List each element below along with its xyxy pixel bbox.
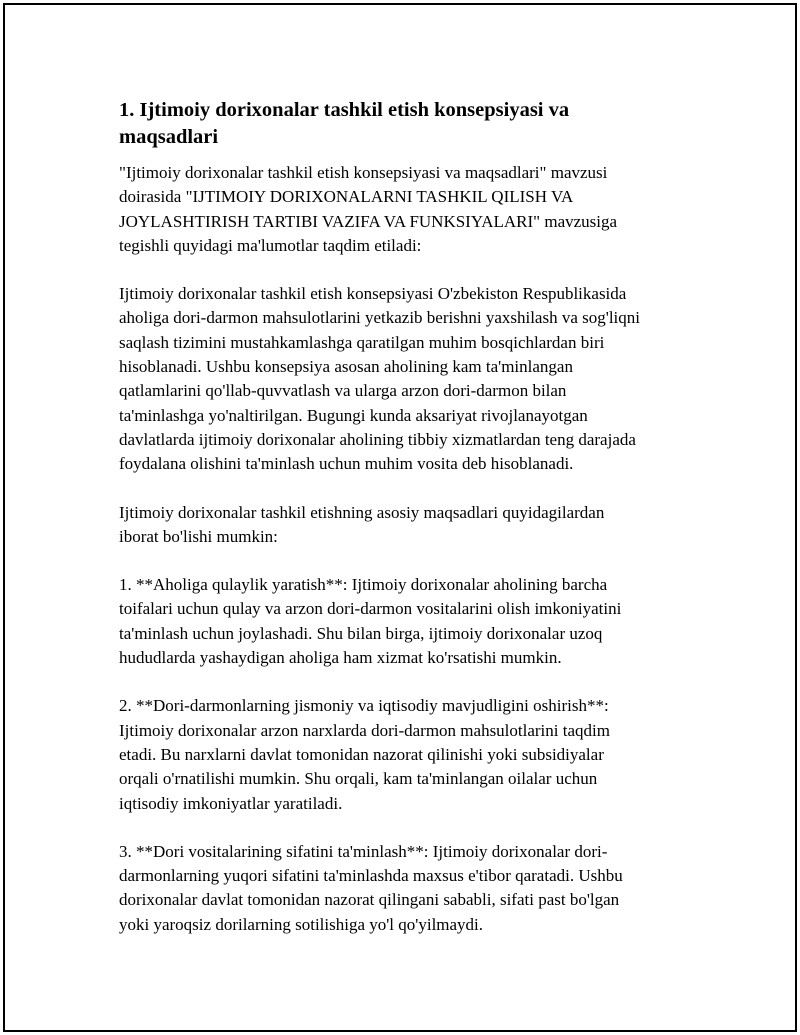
paragraph-line: etadi. Bu narxlarni davlat tomonidan nazorat qilinishi yoki subsidiyalar xyxy=(119,744,604,764)
paragraph-line: Ijtimoiy dorixonalar tashkil etishning asosiy maqsadlari quyidagilardan xyxy=(119,502,605,522)
section-heading xyxy=(119,97,694,151)
paragraph-line: hisoblanadi. Ushbu konsepsiya asosan aholining kam ta'minlangan xyxy=(119,357,573,377)
paragraph-line: ta'minlashga yo'naltirilgan. Bugungi kunda aksariyat rivojlanayotgan xyxy=(119,405,588,425)
document-content xyxy=(119,97,694,961)
list-item-1 xyxy=(119,573,694,670)
heading-line: 1. Ijtimoiy dorixonalar tashkil etish konsepsiyasi va xyxy=(119,99,570,121)
paragraph-line: hududlarda yashaydigan aholiga ham xizmat ko'rsatishi mumkin. xyxy=(119,648,562,668)
paragraph-line: orqali o'rnatilishi mumkin. Shu orqali, kam ta'minlangan oilalar uchun xyxy=(119,769,598,789)
paragraph-line: toifalari uchun qulay va arzon dori-darmon vositalarini olish imkoniyatini xyxy=(119,599,622,619)
paragraph-line: saqlash tizimini mustahkamlashga qaratilgan muhim bosqichlardan biri xyxy=(119,332,605,352)
paragraph-line: iqtisodiy imkoniyatlar yaratiladi. xyxy=(119,793,343,813)
list-item-2 xyxy=(119,694,694,815)
paragraph-concept xyxy=(119,282,694,476)
paragraph-goals-intro xyxy=(119,501,694,550)
paragraph-intro xyxy=(119,161,694,258)
paragraph-line: yoki yaroqsiz dorilarning sotilishiga yo'l qo'yilmaydi. xyxy=(119,914,484,934)
paragraph-line: iborat bo'lishi mumkin: xyxy=(119,526,278,546)
document-page xyxy=(3,3,797,1032)
heading-line: maqsadlari xyxy=(119,126,219,148)
paragraph-line: darmonlarning yuqori sifatini ta'minlashda maxsus e'tibor qaratadi. Ushbu xyxy=(119,866,623,886)
paragraph-line: Ijtimoiy dorixonalar arzon narxlarda dori-darmon mahsulotlarini taqdim xyxy=(119,720,610,740)
paragraph-line: aholiga dori-darmon mahsulotlarini yetkazib berishni yaxshilash va sog'liqni xyxy=(119,308,640,328)
paragraph-line: 2. **Dori-darmonlarning jismoniy va iqtisodiy mavjudligini oshirish**: xyxy=(119,696,609,716)
paragraph-line: "Ijtimoiy dorixonalar tashkil etish konsepsiyasi va maqsadlari" mavzusi xyxy=(119,163,608,182)
paragraph-line: foydalana olishini ta'minlash uchun muhim vosita deb hisoblanadi. xyxy=(119,454,574,474)
paragraph-line: davlatlarda ijtimoiy dorixonalar aholining tibbiy xizmatlardan teng darajada xyxy=(119,429,636,449)
paragraph-line: JOYLASHTIRISH TARTIBI VAZIFA VA FUNKSIYALARI" mavzusiga xyxy=(119,211,618,231)
paragraph-line: qatlamlarini qo'llab-quvvatlash va ularga arzon dori-darmon bilan xyxy=(119,381,567,401)
paragraph-line: Ijtimoiy dorixonalar tashkil etish konsepsiyasi O'zbekiston Respublikasida xyxy=(119,284,627,304)
paragraph-line: 3. **Dori vositalarining sifatini ta'minlash**: Ijtimoiy dorixonalar dori- xyxy=(119,841,608,861)
paragraph-line: dorixonalar davlat tomonidan nazorat qilingani sababli, sifati past bo'lgan xyxy=(119,890,620,910)
paragraph-line: ta'minlash uchun joylashadi. Shu bilan birga, ijtimoiy dorixonalar uzoq xyxy=(119,623,603,643)
paragraph-line: doirasida "IJTIMOIY DORIXONALARNI TASHKIL QILISH VA xyxy=(119,187,574,207)
list-item-3 xyxy=(119,840,694,937)
paragraph-line: tegishli quyidagi ma'lumotlar taqdim etiladi: xyxy=(119,235,422,255)
paragraph-line: 1. **Aholiga qulaylik yaratish**: Ijtimoiy dorixonalar aholining barcha xyxy=(119,575,608,595)
